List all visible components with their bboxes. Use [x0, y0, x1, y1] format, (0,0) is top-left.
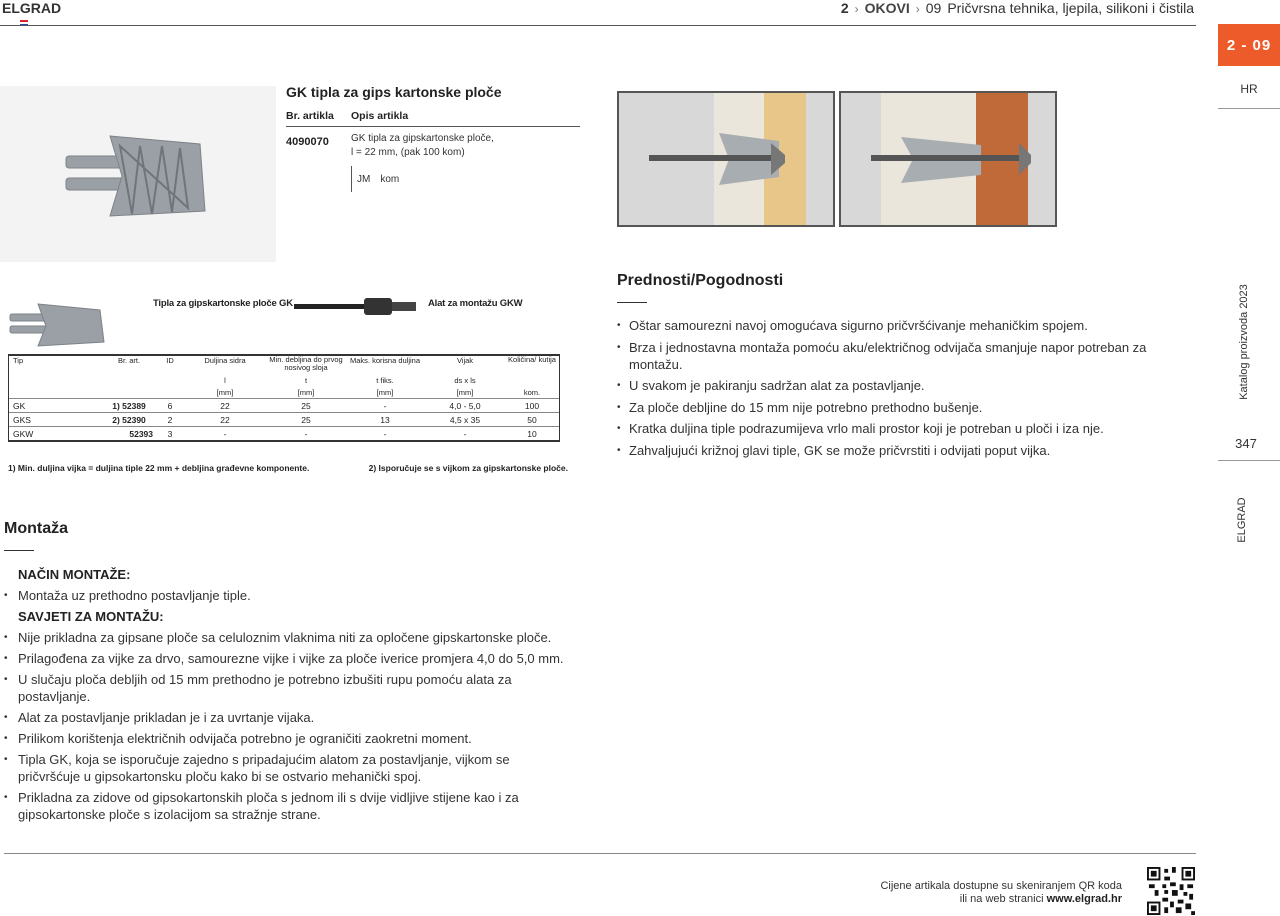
spec-label-tool: Alat za montažu GKW — [428, 298, 523, 309]
article-desc-line2: l = 22 mm, (pak 100 kom) — [351, 147, 465, 158]
spec-cell: - — [383, 400, 387, 411]
spec-col-tip: Tip — [13, 356, 24, 365]
article-number: 4090070 — [286, 136, 329, 148]
prednosti-title: Prednosti/Pogodnosti — [617, 272, 784, 289]
prednosti-list — [617, 317, 1177, 463]
spec-cell: - — [463, 428, 467, 439]
list-item: • Zahvaljujući križnoj glavi tiple, GK se može pričvrstiti i odvijati poput vijka. — [617, 442, 1177, 459]
breadcrumb — [841, 0, 1194, 16]
list-item: • Prilagođena za vijke za drvo, samourezne vijke i vijke za ploče iverice promjera 4,0 do 5,0 mm. — [4, 650, 570, 667]
qr-code-icon[interactable] — [1146, 867, 1196, 915]
installation-illustration-2 — [839, 91, 1057, 227]
montaza-title: Montaža — [4, 520, 68, 537]
spec-unit: [mm] — [376, 387, 394, 397]
dowel-small-icon — [8, 296, 108, 348]
montaza-body — [4, 566, 570, 827]
spec-cell: 2 — [167, 414, 173, 425]
col-art-header: Br. artikla — [286, 110, 334, 122]
footer-line-2: ili na web stranici — [959, 893, 1044, 905]
spec-symbol: ds x ls — [454, 375, 476, 385]
list-item: • U slučaju ploča debljih od 15 mm prethodno je potrebno izbušiti rupu pomoću alata za postavljanje. — [4, 671, 570, 705]
product-table — [286, 110, 580, 192]
spec-footnote-1: 1) Min. duljina vijka = duljina tiple 22 mm + debljina građevne komponente. — [8, 463, 310, 473]
footer-text — [880, 880, 1122, 906]
spec-cell: 1) 52389 — [112, 400, 146, 411]
table-row — [9, 398, 559, 412]
breadcrumb-chapter-num: 2 — [840, 0, 849, 16]
spec-footnote-2: 2) Isporučuje se s vijkom za gipskartonske ploče. — [368, 463, 568, 473]
brand-logo: ELGRAD — [2, 0, 62, 16]
spec-footnotes — [8, 463, 568, 473]
breadcrumb-section-num: 09 — [925, 0, 942, 16]
col-desc-header: Opis artikla — [351, 110, 409, 122]
page-number: 347 — [1235, 436, 1257, 451]
spec-symbol-row — [9, 374, 559, 386]
spec-col-qty: Količina/ kutija — [508, 356, 556, 364]
montaza-subheading: SAVJETI ZA MONTAŽU: — [18, 609, 164, 624]
chevron-right-icon: › — [854, 2, 859, 16]
list-item: • Oštar samourezni navoj omogućava sigurno pričvršćivanje mehaničkim spojem. — [617, 317, 1177, 334]
spec-cell: - — [223, 428, 227, 439]
spec-header-row — [9, 356, 559, 374]
list-item: • Nije prikladna za gipsane ploče sa celuloznim vlaknima niti za opločene gipskartonske ploče. — [4, 629, 570, 646]
spec-unit-row — [9, 386, 559, 398]
table-row — [9, 412, 559, 426]
spec-col-id: ID — [166, 356, 174, 365]
spec-cell: 13 — [380, 414, 390, 425]
spec-cell: 100 — [524, 400, 540, 411]
montaza-subheading: NAČIN MONTAŽE: — [18, 567, 131, 582]
spec-symbol: t — [304, 375, 308, 385]
dowel-icon — [66, 136, 205, 216]
spec-unit: kom. — [523, 387, 541, 397]
sidebar-divider — [1218, 460, 1280, 461]
title-underline — [617, 302, 647, 303]
spec-table — [8, 354, 560, 442]
spec-cell: 6 — [167, 400, 173, 411]
spec-col-art: Br. art. — [117, 356, 141, 365]
table-row — [9, 426, 559, 440]
spec-col-max-length: Maks. korisna duljina — [349, 356, 421, 365]
list-item: • Montaža uz prethodno postavljanje tiple. — [4, 587, 570, 604]
product-title: GK tipla za gips kartonske ploče — [286, 84, 502, 100]
footer-line-1: Cijene artikala dostupne su skeniranjem QR koda — [880, 880, 1122, 892]
spec-unit: [mm] — [456, 387, 474, 397]
spec-unit: [mm] — [216, 387, 234, 397]
list-item: • Za ploče debljine do 15 mm nije potrebno prethodno bušenje. — [617, 399, 1177, 416]
spec-cell: 10 — [527, 428, 537, 439]
spec-col-min-thickness: Min. debljina do prvog nosivog sloja — [269, 356, 343, 372]
catalog-label: Katalog proizvoda 2023 — [1238, 284, 1250, 400]
list-item: • Prikladna za zidove od gipsokartonskih ploča s jednom ili s dvije vidljive stijene kao i za gipsokartonske ploče s izolacijom sa stražnje strane. — [4, 789, 570, 823]
breadcrumb-chapter-name[interactable]: OKOVI — [864, 0, 910, 16]
list-item: • Brza i jednostavna montaža pomoću aku/električnog odvijača smanjuje napor potreban za montažu. — [617, 339, 1177, 373]
spec-cell: GKW — [13, 428, 34, 439]
unit-box — [351, 166, 580, 192]
sidebar-brand: ELGRAD — [1236, 497, 1248, 543]
language-label: HR — [1240, 82, 1258, 96]
spec-cell: 2) 52390 — [112, 414, 146, 425]
spec-cell: - — [383, 428, 387, 439]
list-item: • Prilikom korištenja električnih odvijača potrebno je ograničiti zaokretni moment. — [4, 730, 570, 747]
spec-cell: 50 — [527, 414, 537, 425]
spec-label-dowel: Tipla za gipskartonske ploče GK — [153, 298, 293, 309]
spec-cell: - — [304, 428, 308, 439]
spec-cell: 4,0 - 5,0 — [449, 400, 481, 411]
spec-cell: GKS — [13, 414, 31, 425]
spec-cell: 52393 — [129, 428, 153, 439]
spec-symbol: t fiks. — [376, 375, 394, 385]
footer-divider — [4, 853, 1196, 854]
spec-symbol: l — [224, 375, 226, 385]
list-item: • Kratka duljina tiple podrazumijeva vrlo mali prostor koji je potreban u ploči i iza nje. — [617, 420, 1177, 437]
list-item: • Alat za postavljanje prikladan je i za uvrtanje vijaka. — [4, 709, 570, 726]
spec-cell: 4,5 x 35 — [449, 414, 481, 425]
unit-label: JM — [357, 173, 371, 185]
installation-illustration-1 — [617, 91, 835, 227]
breadcrumb-section-name[interactable]: Pričvrsna tehnika, ljepila, silikoni i čistila — [947, 0, 1194, 16]
chevron-right-icon: › — [915, 2, 920, 16]
spec-cell: 3 — [167, 428, 173, 439]
unit-value: kom — [380, 173, 400, 185]
section-tag: 2 - 09 — [1218, 24, 1280, 66]
spec-section — [4, 290, 568, 480]
header-divider — [0, 25, 1196, 26]
spec-col-length: Duljina sidra — [204, 356, 246, 365]
spec-unit: [mm] — [297, 387, 315, 397]
product-image — [0, 86, 276, 262]
sidebar-divider — [1218, 108, 1280, 109]
website-link[interactable]: www.elgrad.hr — [1046, 893, 1122, 905]
spec-cell: 25 — [301, 414, 311, 425]
table-row — [286, 127, 580, 160]
title-underline — [4, 550, 34, 551]
article-desc-line1: GK tipla za gipskartonske ploče, — [351, 133, 494, 144]
setting-tool-icon — [294, 294, 422, 318]
spec-col-screw: Vijak — [456, 356, 474, 365]
spec-cell: 22 — [220, 400, 230, 411]
spec-cell: GK — [13, 400, 26, 411]
list-item: • U svakom je pakiranju sadržan alat za postavljanje. — [617, 377, 1177, 394]
spec-cell: 25 — [301, 400, 311, 411]
spec-cell: 22 — [220, 414, 230, 425]
list-item: • Tipla GK, koja se isporučuje zajedno s pripadajućim alatom za postavljanje, vijkom se pričvršćuje u gipsokartonsku ploču kako bi se ostvario mehanički spoj. — [4, 751, 570, 785]
